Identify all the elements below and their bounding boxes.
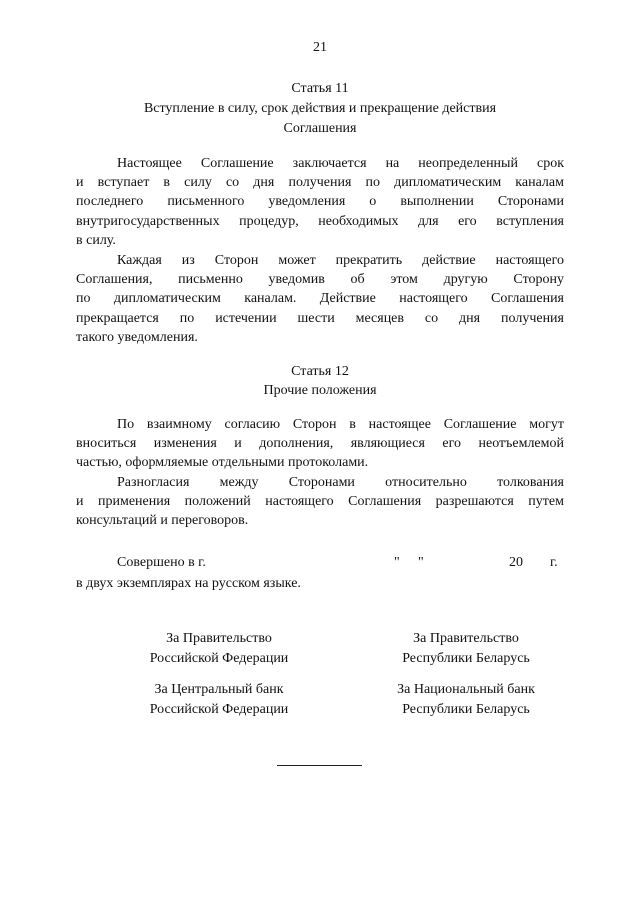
signature-line: Республики Беларусь xyxy=(402,650,530,666)
paragraph-line: и вступает в силу со дня получения по дипломатическим каналам xyxy=(76,175,564,191)
done-at-text: Совершено в г. xyxy=(117,555,206,570)
signature-block-right-bank xyxy=(346,680,586,719)
paragraph-line: Каждая из Сторон может прекратить действие настоящего xyxy=(117,253,564,268)
paragraph-line: в силу. xyxy=(76,232,116,248)
paragraph-line: вноситься изменения и дополнения, являющиеся его неотъемлемой xyxy=(76,436,564,452)
signature-line: Российской Федерации xyxy=(149,650,289,666)
paragraph-line: Разногласия между Сторонами относительно толкования xyxy=(117,475,564,490)
signature-line: За Правительство xyxy=(166,631,272,646)
signature-line: За Центральный банк xyxy=(154,682,284,697)
done-at-line xyxy=(76,553,564,572)
paragraph-line: частью, оформляемые отдельными протоколами. xyxy=(76,455,369,471)
end-divider-rule xyxy=(277,765,362,766)
article-11-subtitle-line2: Соглашения xyxy=(283,121,357,136)
article-12-paragraph-1 xyxy=(76,415,564,473)
paragraph-line: По взаимному согласию Сторон в настоящее Соглашение могут xyxy=(117,417,564,432)
signature-line: За Национальный банк xyxy=(397,682,535,697)
paragraph-line: прекращается по истечении шести месяцев со дня получения xyxy=(76,310,564,326)
done-copies-text: в двух экземплярах на русском языке. xyxy=(76,576,301,591)
paragraph-line: Настоящее Соглашение заключается на неопределенный срок xyxy=(117,156,564,171)
paragraph-line: внутригосударственных процедур, необходимых для его вступления xyxy=(76,213,564,229)
paragraph-line: Соглашения, письменно уведомив об этом другую Сторону xyxy=(76,272,564,288)
signature-block-left-bank xyxy=(99,680,339,719)
signature-block-left-government xyxy=(99,629,339,668)
signature-line: Российской Федерации xyxy=(149,701,289,717)
date-quote-close: " xyxy=(418,555,424,570)
article-12-paragraph-2 xyxy=(76,473,564,531)
article-11-paragraph-2 xyxy=(76,251,564,347)
year-suffix: г. xyxy=(550,555,558,570)
article-12-title: Статья 12 xyxy=(291,364,349,379)
year-prefix: 20 xyxy=(509,555,523,570)
article-11-paragraph-1 xyxy=(76,154,564,250)
paragraph-line: консультаций и переговоров. xyxy=(76,513,249,529)
signature-line: За Правительство xyxy=(413,631,519,646)
article-12-subtitle: Прочие положения xyxy=(263,383,377,398)
signature-block-right-government xyxy=(346,629,586,668)
paragraph-line: по дипломатическим каналам. Действие настоящего Соглашения xyxy=(76,291,564,307)
page-number: 21 xyxy=(313,40,327,55)
paragraph-line: такого уведомления. xyxy=(76,329,198,345)
paragraph-line: и применения положений настоящего Соглашения разрешаются путем xyxy=(76,494,564,510)
article-11-title: Статья 11 xyxy=(291,81,349,96)
signature-line: Республики Беларусь xyxy=(402,701,530,717)
date-quote-open: " xyxy=(394,555,400,570)
paragraph-line: последнего письменного уведомления о выполнении Сторонами xyxy=(76,194,564,210)
article-11-subtitle-line1: Вступление в силу, срок действия и прекращение действия xyxy=(143,101,497,116)
